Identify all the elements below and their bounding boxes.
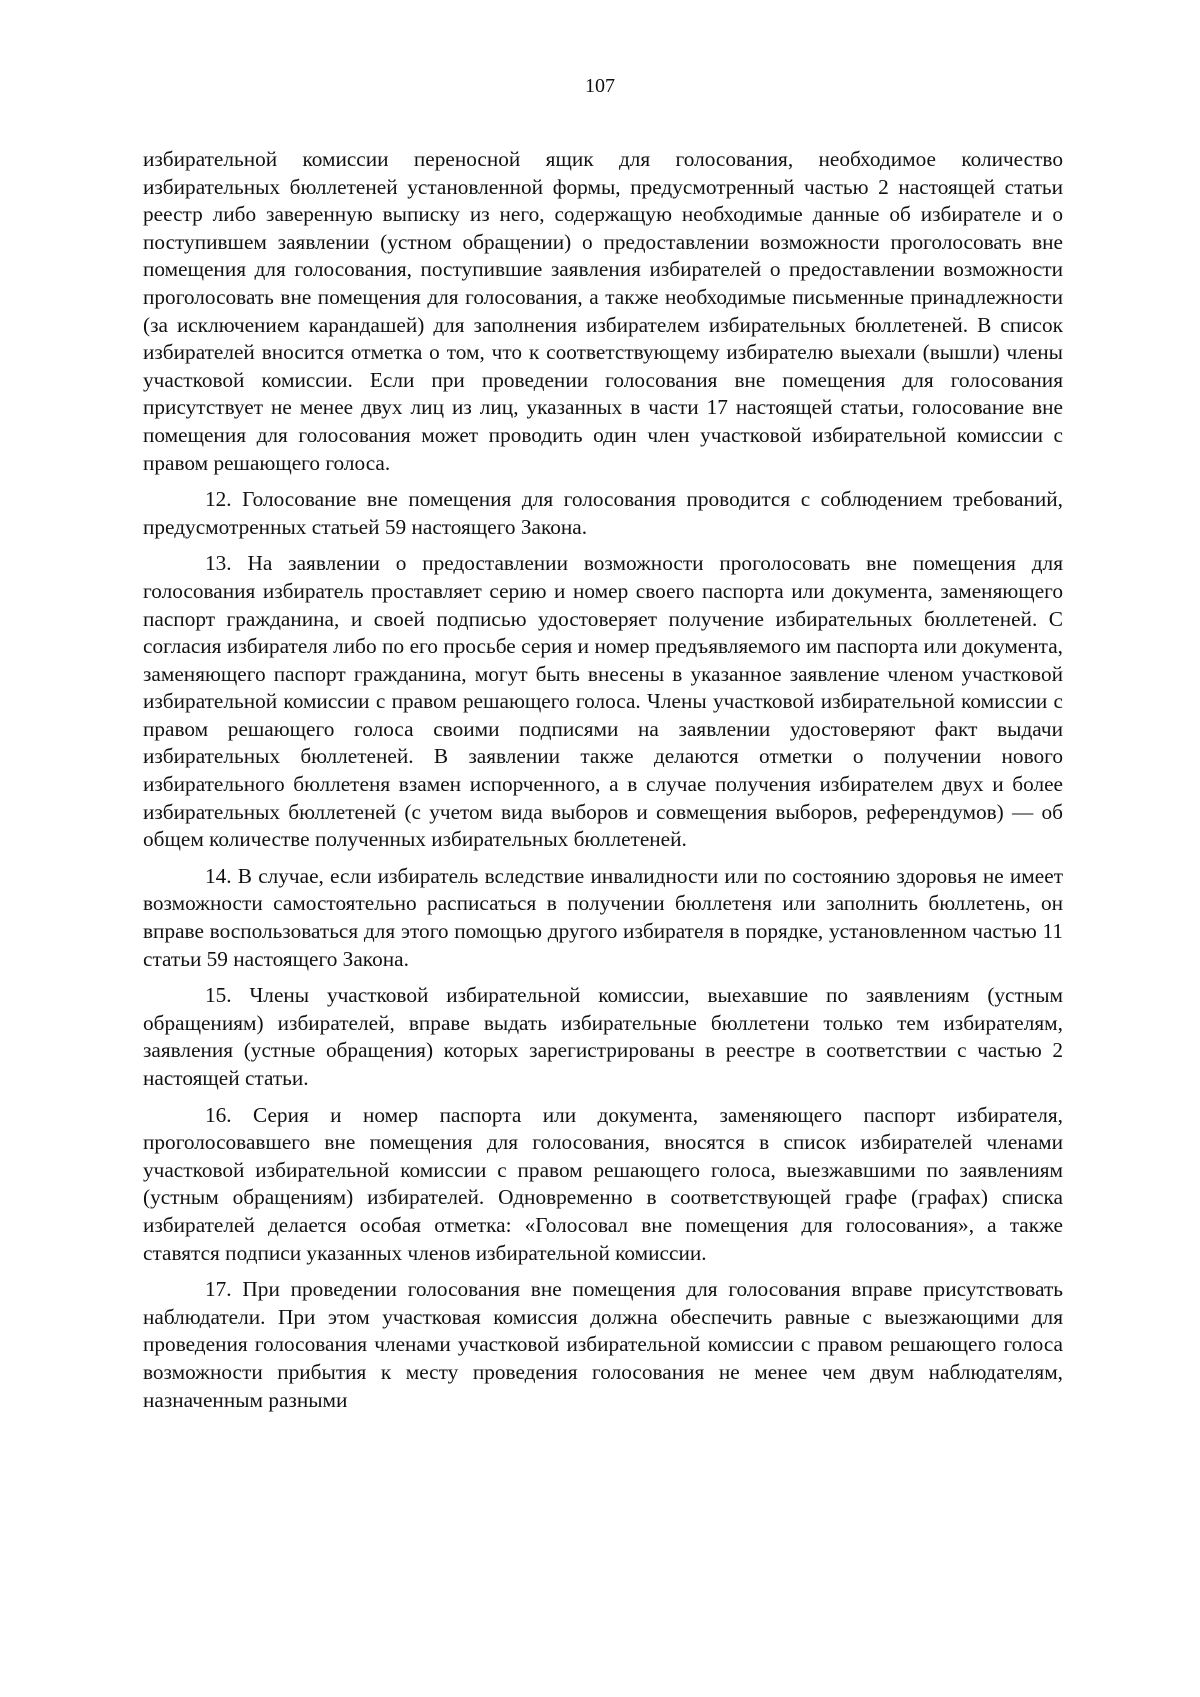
document-body [143, 146, 1063, 1414]
paragraph-item-12: 12. Голосование вне помещения для голосования проводится с соблюдением требований, предусмотренных статьей 59 настоящего Закона. [143, 487, 1063, 539]
paragraph-continuation: избирательной комиссии переносной ящик для голосования, необходимое количество избирательных бюллетеней установленной формы, предусмотренный частью 2 настоящей статьи реестр либо заверенную выписку из него, содержащую необходимые данные об избирателе и о поступившем заявлении (устном обращении) о предоставлении возможности проголосовать вне помещения для голосования, поступившие заявления избирателей о предоставлении возможности проголосовать вне помещения для голосования, а также необходимые письменные принадлежности (за исключением карандашей) для заполнения избирателем избирательных бюллетеней. В список избирателей вносится отметка о том, что к соответствующему избирателю выехали (вышли) члены участковой комиссии. Если при проведении голосования вне помещения для голосования присутствует не менее двух лиц из лиц, указанных в части 17 настоящей статьи, голосование вне помещения для голосования может проводить один член участковой избирательной комиссии с правом решающего голоса. [143, 147, 1063, 475]
paragraph-item-16: 16. Серия и номер паспорта или документа, заменяющего паспорт избирателя, проголосовавшего вне помещения для голосования, вносятся в список избирателей членами участковой избирательной комиссии с правом решающего голоса, выезжавшими по заявлениям (устным обращениям) избирателей. Одновременно в соответствующей графе (графах) списка избирателей делается особая отметка: «Голосовал вне помещения для голосования», а также ставятся подписи указанных членов избирательной комиссии. [143, 1102, 1063, 1265]
paragraph-item-15: 15. Члены участковой избирательной комиссии, выехавшие по заявлениям (устным обращениям) избирателей, вправе выдать избирательные бюллетени только тем избирателям, заявления (устные обращения) которых зарегистрированы в реестре в соответствии с частью 2 настоящей статьи. [143, 983, 1063, 1090]
paragraph-item-14: 14. В случае, если избиратель вследствие инвалидности или по состоянию здоровья не имеет возможности самостоятельно расписаться в получении бюллетеня или заполнить бюллетень, он вправе воспользоваться для этого помощью другого избирателя в порядке, установленном частью 11 статьи 59 настоящего Закона. [143, 863, 1063, 971]
paragraph-item-13: 13. На заявлении о предоставлении возможности проголосовать вне помещения для голосования избиратель проставляет серию и номер своего паспорта или документа, заменяющего паспорт гражданина, и своей подписью удостоверяет получение избирательных бюллетеней. С согласия избирателя либо по его просьбе серия и номер предъявляемого им паспорта или документа, заменяющего паспорт гражданина, могут быть внесены в указанное заявление членом участковой избирательной комиссии с правом решающего голоса. Члены участковой избирательной комиссии с правом решающего голоса своими подписями на заявлении удостоверяют факт выдачи избирательных бюллетеней. В заявлении также делаются отметки о получении нового избирательного бюллетеня взамен испорченного, а в случае получения избирателем двух и более избирательных бюллетеней (с учетом вида выборов и совмещения выборов, референдумов) — об общем количестве полученных избирательных бюллетеней. [143, 551, 1063, 852]
page-number: 107 [585, 75, 615, 97]
paragraph-item-17: 17. При проведении голосования вне помещения для голосования вправе присутствовать наблюдатели. При этом участковая комиссия должна обеспечить равные с выезжающими для проведения голосования членами участковой избирательной комиссии с правом решающего голоса возможности прибытия к месту проведения голосования не менее чем двум наблюдателям, назначенным разными [143, 1277, 1063, 1412]
